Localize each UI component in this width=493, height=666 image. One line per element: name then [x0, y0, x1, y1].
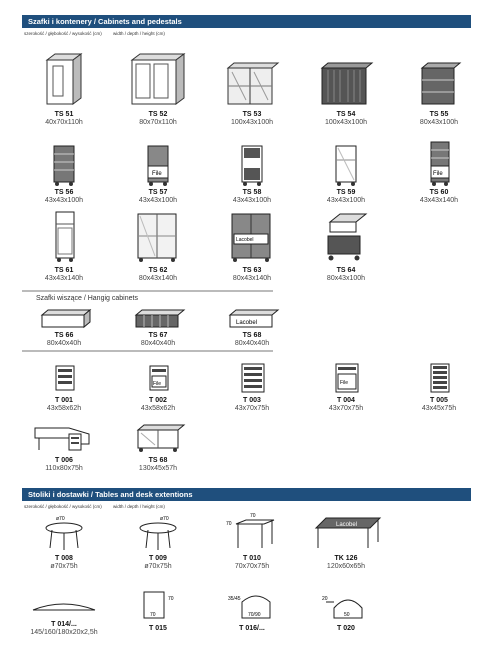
product-ts64 — [303, 208, 389, 283]
diameter-label: ø70 — [160, 516, 169, 522]
product-code: TS 60 — [429, 189, 449, 196]
product-dimensions: 43x43x100h — [44, 197, 84, 204]
t005-container-image — [419, 362, 459, 394]
ts52-cabinet-image — [126, 48, 190, 108]
ts67-hanging-cabinet-image — [128, 307, 188, 329]
ts64-trolley-image — [318, 208, 374, 264]
ts58-pedestal-image — [232, 140, 272, 186]
product-code: TS 52 — [148, 111, 168, 118]
product-t006 — [21, 420, 107, 473]
product-dimensions: 43x43x100h — [232, 197, 272, 204]
product-code: T 006 — [55, 457, 73, 464]
product-code: TS 67 — [148, 332, 168, 339]
tk126-table-image — [306, 512, 386, 552]
t009-round-table-image — [128, 512, 188, 552]
ts60-pedestal-image — [419, 140, 459, 186]
section-subheader — [24, 31, 175, 36]
divider — [22, 350, 273, 352]
product-code: TS 62 — [148, 267, 168, 274]
product-code: TS 61 — [54, 267, 74, 274]
product-ts52 — [115, 48, 201, 127]
product-dimensions: 43x70x75h — [328, 405, 364, 412]
product-dimensions: 80x43x140h — [138, 275, 178, 282]
product-code: T 010 — [243, 555, 261, 562]
file-label: File — [153, 381, 162, 387]
file-label: File — [152, 171, 162, 177]
depth-label: 70 — [168, 596, 174, 602]
dimension-legend-pl: szerokość / głębokość / wysokość (cm) — [24, 504, 102, 509]
depth-label: 35/45 — [228, 596, 241, 602]
section-header-tables: Stoliki i dostawki / Tables and desk extentions — [22, 488, 471, 501]
product-dimensions: 130x45x57h — [138, 465, 178, 472]
dimension-legend-pl: szerokość / głębokość / wysokość (cm) — [24, 31, 102, 36]
product-dimensions: 43x43x140h — [419, 197, 459, 204]
lacobel-label: Lacobel — [236, 237, 254, 243]
product-ts59 — [303, 140, 389, 205]
product-code: TS 64 — [336, 267, 356, 274]
product-dimensions: 70x70x75h — [234, 563, 270, 570]
product-code: TS 63 — [242, 267, 262, 274]
product-t008 — [21, 512, 107, 571]
product-dimensions: 80x70x110h — [139, 119, 177, 126]
product-dimensions: 100x43x100h — [324, 119, 368, 126]
product-ts55 — [396, 48, 482, 127]
product-dimensions: 120x60x65h — [326, 563, 366, 570]
product-code: T 020 — [337, 625, 355, 632]
product-code: T 016/... — [239, 625, 265, 632]
t001-container-image — [44, 362, 84, 394]
product-t001 — [21, 362, 107, 413]
product-t014 — [21, 588, 107, 637]
product-dimensions: 43x58x62h — [46, 405, 82, 412]
t015-extension-plan-image — [128, 588, 188, 622]
t002-container-image — [138, 362, 178, 394]
product-dimensions: 43x43x140h — [44, 275, 84, 282]
product-dimensions: 80x40x40h — [140, 340, 176, 347]
product-ts67 — [115, 307, 201, 348]
dimension-legend-en: width / depth / height (cm) — [113, 31, 165, 36]
divider — [22, 290, 273, 292]
product-t016 — [209, 588, 295, 633]
product-code: T 015 — [149, 625, 167, 632]
t016-extension-plan-image — [222, 588, 282, 622]
product-code: TS 66 — [54, 332, 74, 339]
ts51-cabinet-image — [39, 48, 89, 108]
ts61-pedestal-image — [44, 208, 84, 264]
depth-label: 70 — [226, 521, 232, 527]
product-t002 — [115, 362, 201, 413]
t003-container-image — [232, 362, 272, 394]
product-code: TS 55 — [429, 111, 449, 118]
section-header-cabinets: Szafki i kontenery / Cabinets and pedestals — [22, 15, 471, 28]
product-dimensions: 80x43x140h — [232, 275, 272, 282]
product-t005 — [396, 362, 482, 413]
product-t003 — [209, 362, 295, 413]
product-dimensions: 110x80x75h — [45, 465, 83, 472]
product-dimensions: 40x70x110h — [45, 119, 83, 126]
product-ts68 — [209, 307, 295, 348]
product-dimensions: 100x43x100h — [230, 119, 274, 126]
product-code: T 008 — [55, 555, 73, 562]
ts68-hanging-cabinet-image — [222, 307, 282, 329]
product-ts60 — [396, 140, 482, 205]
product-t004 — [303, 362, 389, 413]
product-dimensions: 80x43x100h — [419, 119, 459, 126]
product-dimensions: ø70x75h — [144, 563, 172, 570]
file-label: File — [340, 380, 349, 386]
product-ts63 — [209, 208, 295, 283]
product-code: TK 126 — [334, 555, 358, 562]
product-code: T 001 — [55, 397, 73, 404]
ts62-cabinet-image — [130, 208, 186, 264]
lacobel-label: Lacobel — [336, 522, 358, 528]
product-ts53 — [209, 48, 295, 127]
ts56-pedestal-image — [44, 140, 84, 186]
lacobel-label: Lacobel — [236, 320, 258, 326]
product-code: TS 58 — [242, 189, 262, 196]
product-ts54 — [303, 48, 389, 127]
product-t009 — [115, 512, 201, 571]
width-label: 70 — [250, 513, 256, 519]
product-dimensions: 43x45x75h — [421, 405, 457, 412]
ts57-pedestal-image — [138, 140, 178, 186]
product-tk126 — [303, 512, 389, 571]
file-label: File — [433, 171, 443, 177]
product-dimensions: 145/160/180x20x2,5h — [30, 629, 98, 636]
product-code: T 003 — [243, 397, 261, 404]
product-code: TS 68 — [242, 332, 262, 339]
product-t020 — [303, 588, 389, 633]
t006-desk-unit-image — [29, 420, 99, 454]
width-label: 70 — [150, 612, 156, 618]
product-code: T 002 — [149, 397, 167, 404]
t004-container-image — [326, 362, 366, 394]
product-dimensions: 43x43x100h — [326, 197, 366, 204]
product-ts62 — [115, 208, 201, 283]
product-code: TS 57 — [148, 189, 168, 196]
product-dimensions: 43x43x100h — [138, 197, 178, 204]
t014-desk-extension-image — [21, 588, 107, 618]
product-ts58 — [209, 140, 295, 205]
product-code: T 009 — [149, 555, 167, 562]
product-dimensions: 80x40x40h — [46, 340, 82, 347]
product-code: TS 59 — [336, 189, 356, 196]
ts66-hanging-cabinet-image — [34, 307, 94, 329]
t020-extension-plan-image — [316, 588, 376, 622]
ts54-cabinet-image — [316, 48, 376, 108]
product-dimensions: 80x43x100h — [326, 275, 366, 282]
width-label: 50 — [344, 612, 350, 618]
product-code: T 004 — [337, 397, 355, 404]
product-t015 — [115, 588, 201, 633]
section-subheader — [24, 504, 175, 509]
product-code: TS 53 — [242, 111, 262, 118]
ts53-cabinet-image — [222, 48, 282, 108]
product-code: TS 51 — [54, 111, 74, 118]
product-ts56 — [21, 140, 107, 205]
section-header-hanging: Szafki wiszące / Hangig cabinets — [36, 295, 138, 302]
product-ts57 — [115, 140, 201, 205]
product-code: TS 68 — [148, 457, 168, 464]
diameter-label: ø70 — [56, 516, 65, 522]
product-t010 — [209, 512, 295, 571]
product-dimensions: 43x58x62h — [140, 405, 176, 412]
product-code: TS 56 — [54, 189, 74, 196]
product-ts61 — [21, 208, 107, 283]
product-ts51 — [21, 48, 107, 127]
ts55-cabinet-image — [414, 48, 464, 108]
ts59-pedestal-image — [326, 140, 366, 186]
dimension-legend-en: width / depth / height (cm) — [113, 504, 165, 509]
product-code: T 014/... — [51, 621, 77, 628]
product-dimensions: 80x40x40h — [234, 340, 270, 347]
width-label: 70/90 — [248, 612, 261, 618]
t008-round-table-image — [34, 512, 94, 552]
ts68-low-cabinet-image — [128, 420, 188, 454]
depth-label: 20 — [322, 596, 328, 602]
product-code: TS 54 — [336, 111, 356, 118]
product-dimensions: 43x70x75h — [234, 405, 270, 412]
product-ts68b — [115, 420, 201, 473]
t010-square-table-image — [222, 512, 282, 552]
product-ts66 — [21, 307, 107, 348]
product-code: T 005 — [430, 397, 448, 404]
ts63-cabinet-image — [224, 208, 280, 264]
product-dimensions: ø70x75h — [50, 563, 78, 570]
